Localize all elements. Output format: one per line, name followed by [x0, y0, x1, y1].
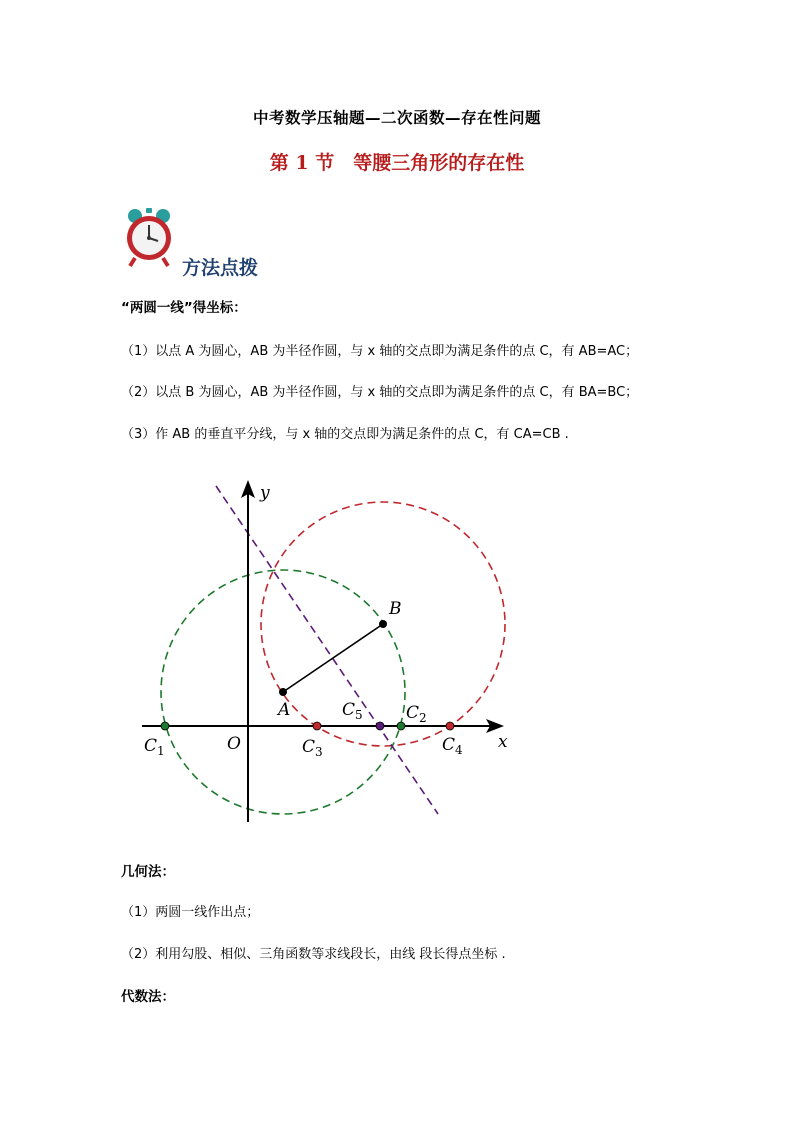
geometry-method-heading: 几何法：	[121, 864, 175, 880]
origin-label: O	[227, 734, 241, 754]
section-heading: 方法点拨	[182, 257, 259, 279]
point-a-label: A	[278, 700, 291, 720]
intro-line: “两圆一线”得坐标：	[121, 300, 247, 316]
document-title: 中考数学压轴题—二次函数—存在性问题	[252, 109, 541, 127]
point-c3-label: $C_3$	[302, 737, 323, 759]
point-c3-dot	[313, 722, 321, 730]
point-b-label: B	[389, 599, 402, 619]
point-c2-dot	[397, 722, 405, 730]
x-axis-label: x	[498, 732, 508, 752]
alarm-clock-icon	[124, 208, 174, 270]
segment-ab	[283, 624, 383, 692]
geometry-step-1: （1）两圆一线作出点；	[121, 905, 260, 920]
step-2: （2）以点 B 为圆心，AB 为半径作圆，与 x 轴的交点即为满足条件的点 C，有 BA=BC；	[121, 385, 639, 400]
point-c5-dot	[376, 722, 384, 730]
perpendicular-bisector	[216, 486, 438, 814]
point-c4-label: $C_4$	[442, 735, 463, 757]
section-subtitle: 第 1 节 等腰三角形的存在性	[269, 152, 525, 174]
point-c2-label: $C_2$	[406, 703, 427, 725]
geometry-figure	[120, 468, 540, 828]
point-b-dot	[379, 620, 387, 628]
point-c1-label: $C_1$	[144, 736, 165, 758]
point-c4-dot	[446, 722, 454, 730]
algebra-method-heading: 代数法：	[121, 989, 175, 1005]
geometry-step-2: （2）利用勾股、相似、三角函数等求线段长，由线 段长得点坐标 .	[121, 947, 506, 962]
point-c1-dot	[161, 722, 169, 730]
y-axis-label: y	[260, 483, 270, 503]
step-3: （3）作 AB 的垂直平分线，与 x 轴的交点即为满足条件的点 C，有 CA=CB .	[121, 427, 569, 442]
point-c5-label: $C_5$	[342, 700, 363, 722]
point-a-dot	[279, 688, 287, 696]
step-1: （1）以点 A 为圆心，AB 为半径作圆，与 x 轴的交点即为满足条件的点 C，有 AB=AC；	[121, 344, 639, 359]
